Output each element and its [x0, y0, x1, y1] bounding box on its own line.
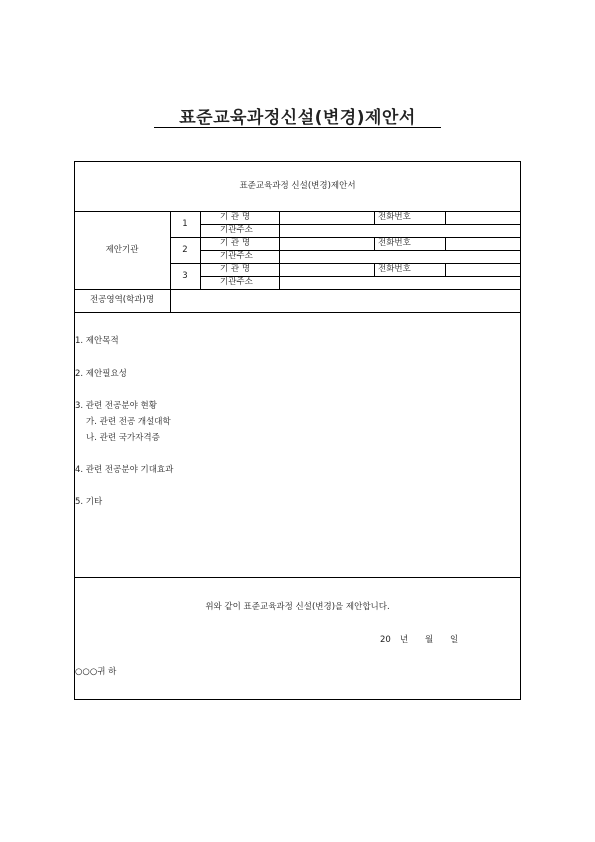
- field-bottom-line: [74, 312, 521, 313]
- row1-phone-label: 전화번호: [378, 212, 411, 222]
- document-title: 표준교육과정신설(변경)제안서: [179, 108, 416, 128]
- section-necessity: 2. 제안필요성: [75, 369, 127, 379]
- header-divider: [74, 211, 521, 212]
- row3-phone-label: 전화번호: [378, 264, 411, 274]
- content-bottom-line: [74, 577, 521, 578]
- date-month: 월: [425, 635, 434, 645]
- row2-phone-left-line: [374, 237, 375, 250]
- row1-number: 1: [182, 219, 188, 229]
- section-other: 5. 기타: [75, 497, 103, 507]
- proposer-label: 제안기관: [105, 245, 139, 255]
- form-frame: [74, 161, 521, 700]
- row2-number: 2: [182, 245, 188, 255]
- recipient-text: ○○○귀 하: [75, 667, 117, 677]
- row1-phone-right-line: [445, 211, 446, 224]
- proposer-bottom-line: [74, 289, 521, 290]
- row3-org-label: 기 관 명: [220, 264, 251, 274]
- date-day: 일: [450, 635, 459, 645]
- field-label-column-line: [279, 211, 280, 289]
- row3-phone-right-line: [445, 263, 446, 276]
- number-column-line: [200, 211, 201, 289]
- subsection-universities: 가. 관련 전공 개설대학: [86, 417, 171, 427]
- section-purpose: 1. 제안목적: [75, 336, 119, 346]
- row3-phone-left-line: [374, 263, 375, 276]
- row2-org-label: 기 관 명: [220, 238, 251, 248]
- row1-address-label: 기관주소: [220, 225, 253, 235]
- row3-number: 3: [182, 271, 188, 281]
- date-year-prefix: 20: [380, 635, 391, 645]
- row1-org-label: 기 관 명: [220, 212, 251, 222]
- row3-address-label: 기관주소: [220, 277, 253, 287]
- row2-phone-right-line: [445, 237, 446, 250]
- row1-phone-left-line: [374, 211, 375, 224]
- section-expected-effects: 4. 관련 전공분야 기대효과: [75, 465, 174, 475]
- section-current-status: 3. 관련 전공분야 현황: [75, 401, 157, 411]
- row2-address-label: 기관주소: [220, 251, 253, 261]
- field-label: 전공영역(학과)명: [89, 295, 155, 305]
- statement-text: 위와 같이 표준교육과정 신설(변경)을 제안합니다.: [205, 602, 390, 612]
- date-year: 년: [400, 635, 409, 645]
- subsection-certifications: 나. 관련 국가자격증: [86, 433, 160, 443]
- form-header-text: 표준교육과정 신설(변경)제안서: [239, 181, 356, 191]
- row2-phone-label: 전화번호: [378, 238, 411, 248]
- title-underline: [154, 127, 441, 128]
